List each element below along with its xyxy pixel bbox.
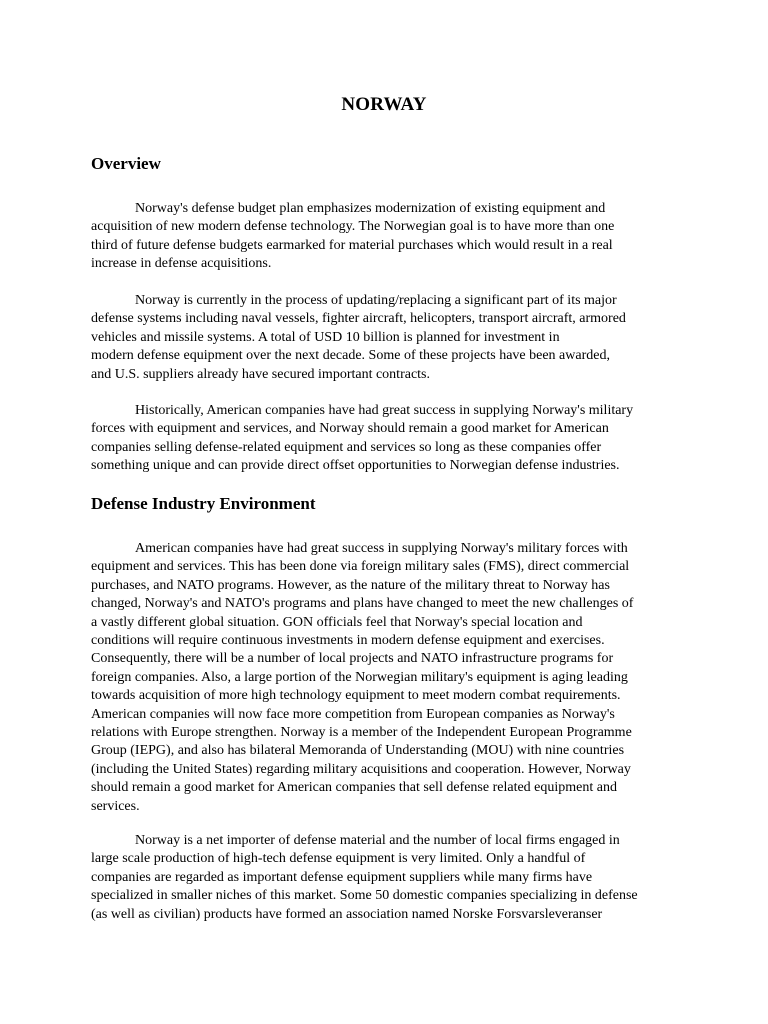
- paragraph-environment-1: [91, 540, 691, 816]
- text-line: Norway's defense budget plan emphasizes modernization of existing equipment and: [135, 201, 606, 216]
- text-line: conditions will require continuous investments in modern defense equipment and exercises.: [91, 633, 605, 649]
- text-line: forces with equipment and services, and Norway should remain a good market for American: [91, 421, 609, 437]
- paragraph-overview-2: [91, 292, 691, 384]
- text-line: foreign companies. Also, a large portion of the Norwegian military's equipment is aging leading: [91, 669, 628, 685]
- text-line: modern defense equipment over the next decade. Some of these projects have been awarded,: [91, 348, 610, 364]
- text-line: Historically, American companies have had great success in supplying Norway's military: [135, 403, 634, 418]
- text-line: (as well as civilian) products have formed an association named Norske Forsvarsleveranser: [91, 906, 603, 922]
- text-line: Norway is currently in the process of updating/replacing a significant part of its major: [135, 293, 617, 308]
- text-line: third of future defense budgets earmarked for material purchases which would result in a real: [91, 237, 613, 253]
- document-title: NORWAY: [341, 94, 427, 115]
- text-line: large scale production of high-tech defense equipment is very limited. Only a handful of: [91, 851, 586, 867]
- text-line: a vastly different global situation. GON officials feel that Norway's special location and: [91, 614, 583, 630]
- text-line: Consequently, there will be a number of local projects and NATO infrastructure programs for: [91, 651, 614, 667]
- paragraph-overview-3: [91, 402, 691, 476]
- text-line: (including the United States) regarding military acquisitions and cooperation. However, Norway: [91, 761, 631, 777]
- text-line: towards acquisition of more high technology equipment to meet modern combat requirements.: [91, 688, 621, 704]
- text-line: vehicles and missile systems. A total of USD 10 billion is planned for investment in: [91, 329, 560, 345]
- text-line: specialized in smaller niches of this market. Some 50 domestic companies specializing in defense: [91, 888, 638, 904]
- section-heading-overview: Overview: [91, 154, 161, 173]
- text-line: purchases, and NATO programs. However, as the nature of the military threat to Norway has: [91, 577, 610, 593]
- text-line: American companies will now face more competition from European companies as Norway's: [91, 706, 615, 722]
- section-heading-defense-industry-environment: Defense Industry Environment: [91, 494, 316, 513]
- text-line: should remain a good market for American companies that sell defense related equipment and: [91, 780, 617, 796]
- text-line: and U.S. suppliers already have secured important contracts.: [91, 366, 431, 382]
- text-line: Group (IEPG), and also has bilateral Memoranda of Understanding (MOU) with nine countries: [91, 743, 625, 759]
- text-line: increase in defense acquisitions.: [91, 256, 272, 272]
- text-line: something unique and can provide direct offset opportunities to Norwegian defense industries.: [91, 458, 620, 474]
- text-line: companies are regarded as important defense equipment suppliers while many firms have: [91, 869, 593, 885]
- text-line: services.: [91, 798, 140, 814]
- text-line: companies selling defense-related equipment and services so long as these companies offer: [91, 439, 602, 455]
- text-line: defense systems including naval vessels, fighter aircraft, helicopters, transport aircraft, armored: [91, 311, 626, 327]
- paragraph-overview-1: [91, 200, 691, 274]
- text-line: acquisition of new modern defense technology. The Norwegian goal is to have more than one: [91, 219, 615, 235]
- text-line: changed, Norway's and NATO's programs and plans have changed to meet the new challenges of: [91, 596, 634, 612]
- text-line: relations with Europe strengthen. Norway is a member of the Independent European Programme: [91, 725, 632, 741]
- text-line: American companies have had great success in supplying Norway's military forces with: [135, 541, 628, 556]
- text-line: equipment and services. This has been done via foreign military sales (FMS), direct commercial: [91, 559, 630, 575]
- text-line: Norway is a net importer of defense material and the number of local firms engaged in: [135, 833, 620, 848]
- paragraph-environment-2: [91, 832, 691, 924]
